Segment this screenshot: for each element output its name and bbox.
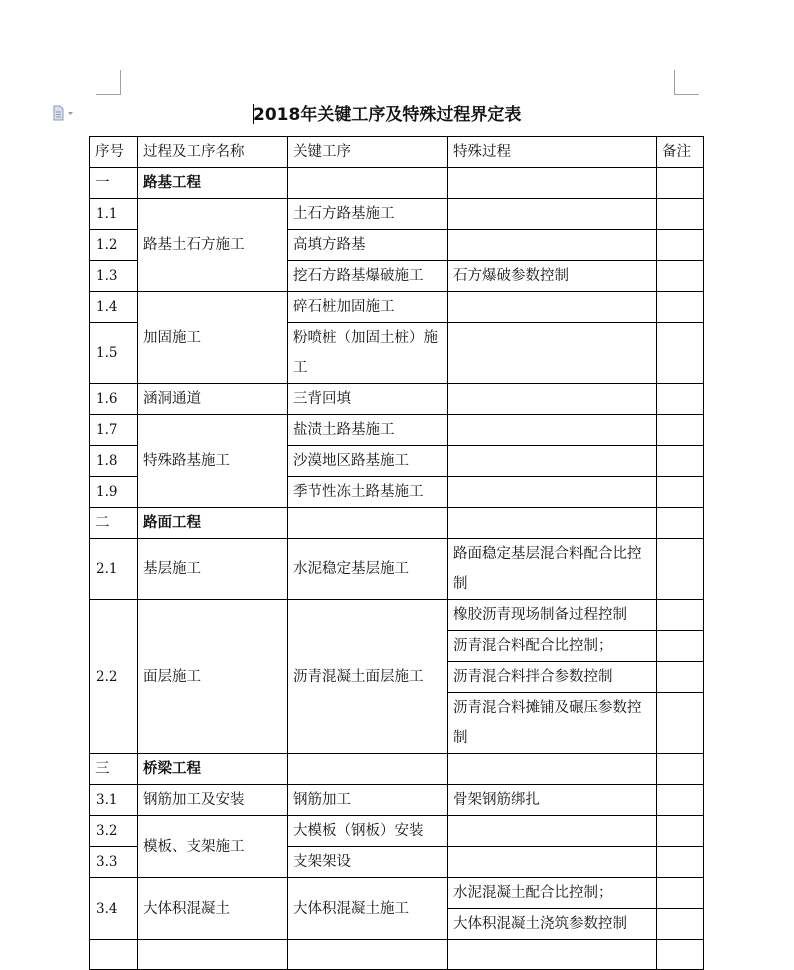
document-icon[interactable]: [52, 105, 74, 121]
empty-cell: [288, 940, 448, 970]
empty-cell: [657, 539, 704, 600]
empty-cell: [657, 261, 704, 292]
group-name: 加固施工: [138, 292, 288, 384]
row-num: 1.7: [90, 415, 138, 446]
empty-cell: [657, 477, 704, 508]
section-row: [90, 754, 704, 785]
group-name: 面层施工: [138, 600, 288, 754]
empty-cell: [90, 940, 138, 970]
header-special: 特殊过程: [448, 137, 657, 168]
empty-cell: [657, 415, 704, 446]
empty-cell: [448, 446, 657, 477]
row-num: 3.2: [90, 816, 138, 847]
empty-cell: [657, 600, 704, 631]
table-row: [90, 816, 704, 847]
empty-cell: [657, 878, 704, 909]
group-name: 涵洞通道: [138, 384, 288, 415]
key-process: 挖石方路基爆破施工: [288, 261, 448, 292]
row-num: 1.2: [90, 230, 138, 261]
key-process: 碎石桩加固施工: [288, 292, 448, 323]
section-name: 路面工程: [138, 508, 288, 539]
empty-cell: [657, 199, 704, 230]
empty-cell: [288, 508, 448, 539]
empty-cell: [448, 754, 657, 785]
empty-cell: [657, 508, 704, 539]
special-process: 水泥混凝土配合比控制；: [448, 878, 657, 909]
key-process: 高填方路基: [288, 230, 448, 261]
row-num: 3.1: [90, 785, 138, 816]
key-process: 沙漠地区路基施工: [288, 446, 448, 477]
special-process: 大体积混凝土浇筑参数控制: [448, 909, 657, 940]
empty-cell: [448, 199, 657, 230]
page-corner-mark-left: [96, 70, 121, 95]
empty-cell: [288, 754, 448, 785]
table-row: [90, 384, 704, 415]
section-row: [90, 508, 704, 539]
special-process: 沥青混合料配合比控制；: [448, 631, 657, 662]
empty-cell: [657, 384, 704, 415]
key-process: 季节性冻土路基施工: [288, 477, 448, 508]
document-title: 2018年关键工序及特殊过程界定表: [253, 105, 522, 125]
empty-cell: [448, 323, 657, 384]
page-corner-mark-right: [674, 70, 699, 95]
table-row: [90, 878, 704, 909]
empty-cell: [138, 940, 288, 970]
key-process: 大体积混凝土施工: [288, 878, 448, 940]
special-process: 橡胶沥青现场制备过程控制: [448, 600, 657, 631]
empty-cell: [448, 415, 657, 446]
section-name: 桥梁工程: [138, 754, 288, 785]
key-process: 大模板（钢板）安装: [288, 816, 448, 847]
special-process: 路面稳定基层混合料配合比控制: [448, 539, 657, 600]
empty-cell: [657, 816, 704, 847]
key-process: 三背回填: [288, 384, 448, 415]
header-note: 备注: [657, 137, 704, 168]
empty-cell: [448, 847, 657, 878]
row-num: 1.1: [90, 199, 138, 230]
section-num: 三: [90, 754, 138, 785]
key-process: 粉喷桩（加固土桩）施工: [288, 323, 448, 384]
empty-cell: [657, 446, 704, 477]
key-process: 盐渍土路基施工: [288, 415, 448, 446]
group-name: 路基土石方施工: [138, 199, 288, 292]
table-row: [90, 199, 704, 230]
empty-cell: [657, 693, 704, 754]
empty-cell: [448, 168, 657, 199]
empty-cell: [448, 384, 657, 415]
process-table: [89, 136, 704, 970]
group-name: 基层施工: [138, 539, 288, 600]
key-process: 支架架设: [288, 847, 448, 878]
header-name: 过程及工序名称: [138, 137, 288, 168]
empty-cell: [448, 816, 657, 847]
special-process: 石方爆破参数控制: [448, 261, 657, 292]
section-num: 一: [90, 168, 138, 199]
empty-cell: [448, 292, 657, 323]
table-row: [90, 292, 704, 323]
key-process: 水泥稳定基层施工: [288, 539, 448, 600]
section-row: [90, 168, 704, 199]
table-header-row: [90, 137, 704, 168]
empty-cell: [657, 847, 704, 878]
header-seq: 序号: [90, 137, 138, 168]
empty-cell: [657, 292, 704, 323]
row-num: 2.1: [90, 539, 138, 600]
empty-cell: [657, 323, 704, 384]
group-name: 钢筋加工及安装: [138, 785, 288, 816]
empty-cell: [657, 230, 704, 261]
table-row: [90, 415, 704, 446]
group-name: 模板、支架施工: [138, 816, 288, 878]
key-process: 沥青混凝土面层施工: [288, 600, 448, 754]
row-num: 1.4: [90, 292, 138, 323]
empty-cell: [657, 909, 704, 940]
row-num: 3.3: [90, 847, 138, 878]
table-row: [90, 539, 704, 600]
special-process: 沥青混合料摊铺及碾压参数控制: [448, 693, 657, 754]
empty-cell: [288, 168, 448, 199]
table-row: [90, 940, 704, 970]
empty-cell: [657, 785, 704, 816]
table-row: [90, 600, 704, 631]
group-name: 大体积混凝土: [138, 878, 288, 940]
empty-cell: [448, 230, 657, 261]
section-name: 路基工程: [138, 168, 288, 199]
row-num: 1.9: [90, 477, 138, 508]
empty-cell: [657, 168, 704, 199]
key-process: 钢筋加工: [288, 785, 448, 816]
empty-cell: [448, 508, 657, 539]
section-num: 二: [90, 508, 138, 539]
empty-cell: [448, 477, 657, 508]
row-num: 1.6: [90, 384, 138, 415]
group-name: 特殊路基施工: [138, 415, 288, 508]
empty-cell: [657, 662, 704, 693]
empty-cell: [657, 631, 704, 662]
table-row: [90, 785, 704, 816]
row-num: 1.8: [90, 446, 138, 477]
key-process: 土石方路基施工: [288, 199, 448, 230]
header-key: 关键工序: [288, 137, 448, 168]
special-process: 骨架钢筋绑扎: [448, 785, 657, 816]
row-num: 1.3: [90, 261, 138, 292]
row-num: 3.4: [90, 878, 138, 940]
empty-cell: [448, 940, 657, 970]
row-num: 2.2: [90, 600, 138, 754]
row-num: 1.5: [90, 323, 138, 384]
special-process: 沥青混合料拌合参数控制: [448, 662, 657, 693]
empty-cell: [657, 754, 704, 785]
empty-cell: [657, 940, 704, 970]
